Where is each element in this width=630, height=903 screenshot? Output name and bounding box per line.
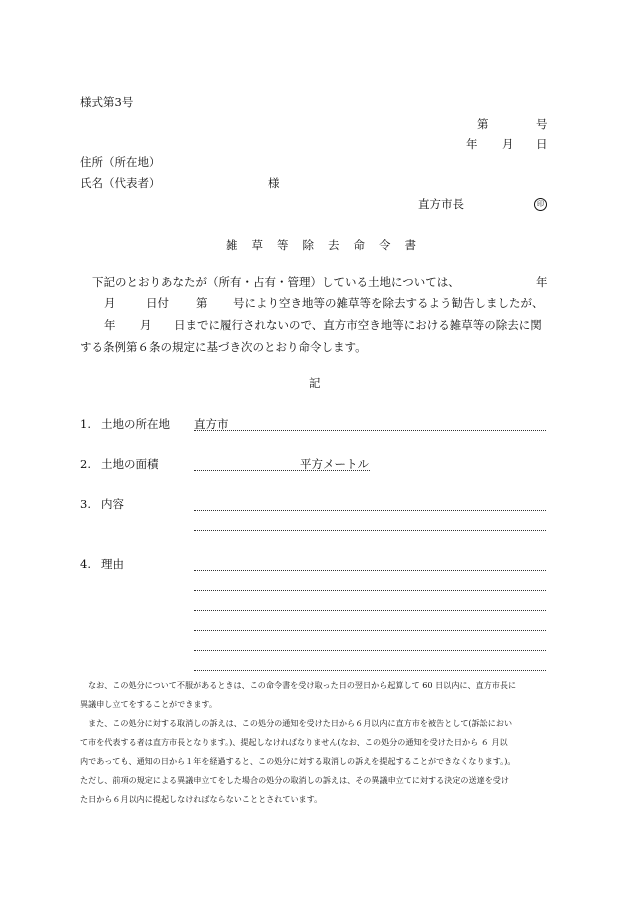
form-number: 様式第3号 bbox=[80, 95, 134, 109]
item-1-value: 直方市 bbox=[194, 417, 229, 431]
title-char: 命 bbox=[353, 238, 365, 252]
item-4-fill-line bbox=[194, 570, 546, 571]
title-char: 草 bbox=[251, 238, 263, 252]
note-line-4: て市を代表する者は直方市長となります。)、提起しなければなりません(なお、この処分の通知を受けた日から ６ 月以 bbox=[80, 737, 508, 747]
item-2-label: 土地の面積 bbox=[101, 457, 159, 471]
body-line-3-rest: 日までに履行されないので、直方市空き地等における雑草等の除去に関 bbox=[174, 318, 542, 332]
title-char: 等 bbox=[277, 238, 289, 252]
note-line-5: 内であっても、通知の日から１年を経過すると、この処分に対する取消しの訴えを提起することができなくなります。)。 bbox=[80, 756, 516, 766]
date-day: 日 bbox=[536, 137, 548, 151]
body-line-2-dai: 第 bbox=[196, 296, 208, 310]
item-3-label: 内容 bbox=[101, 497, 124, 511]
item-4-fill-line bbox=[194, 590, 546, 591]
body-line-2-rest: 号により空き地等の雑草等を除去するよう勧告しましたが、 bbox=[233, 296, 544, 310]
item-4-fill-line bbox=[194, 670, 546, 671]
title-char: 除 bbox=[302, 238, 314, 252]
honorific-sama: 様 bbox=[268, 176, 280, 190]
item-1-number: 1. bbox=[80, 417, 91, 431]
note-line-2: 異議申し立てをすることができます。 bbox=[80, 699, 217, 709]
item-4-label: 理由 bbox=[101, 557, 124, 571]
issuer-title: 直方市長 bbox=[418, 197, 464, 211]
item-2-fill-line bbox=[194, 470, 370, 471]
document-title bbox=[226, 240, 416, 252]
ki-heading: 記 bbox=[309, 376, 321, 390]
note-line-7: た日から６月以内に提起しなければならないこととされています。 bbox=[80, 794, 323, 804]
note-line-6: ただし、前項の規定による異議申立てをした場合の処分の取消しの訴えは、その異議申立てに対する決定の送達を受け bbox=[80, 775, 509, 785]
seal-mark bbox=[534, 198, 547, 211]
note-line-1: なお、この処分について不服があるときは、この命令書を受け取った日の翌日から起算して 60 日以内に、直方市長に bbox=[88, 680, 517, 690]
date-year: 年 bbox=[466, 137, 478, 151]
item-4-number: 4. bbox=[80, 557, 91, 571]
item-3-fill-line bbox=[194, 510, 546, 511]
item-1-label: 土地の所在地 bbox=[101, 417, 170, 431]
body-line-4: する条例第６条の規定に基づき次のとおり命令します。 bbox=[80, 340, 367, 354]
body-line-3-month: 月 bbox=[140, 318, 152, 332]
body-line-1-year: 年 bbox=[536, 275, 548, 289]
seal-icon: 印 bbox=[534, 198, 547, 211]
item-2-unit: 平方メートル bbox=[300, 457, 369, 471]
body-line-3-year: 年 bbox=[104, 318, 116, 332]
body-line-2-date: 日付 bbox=[146, 296, 169, 310]
address-label: 住所（所在地） bbox=[80, 155, 161, 169]
item-4-fill-line bbox=[194, 610, 546, 611]
title-char: 去 bbox=[328, 238, 340, 252]
body-line-2-month: 月 bbox=[104, 296, 116, 310]
doc-number-go: 号 bbox=[536, 117, 548, 131]
item-4-fill-line bbox=[194, 630, 546, 631]
item-1-fill-line bbox=[194, 430, 546, 431]
title-char: 令 bbox=[379, 238, 391, 252]
item-3-fill-line bbox=[194, 530, 546, 531]
item-3-number: 3. bbox=[80, 497, 91, 511]
date-month: 月 bbox=[502, 137, 514, 151]
body-line-1: 下記のとおりあなたが（所有・占有・管理）している土地については、 bbox=[92, 275, 460, 289]
doc-number-dai: 第 bbox=[477, 117, 489, 131]
item-4-fill-line bbox=[194, 650, 546, 651]
title-char: 雑 bbox=[226, 238, 238, 252]
note-line-3: また、この処分に対する取消しの訴えは、この処分の通知を受けた日から６月以内に直方市を被告として(訴訟におい bbox=[88, 718, 513, 728]
title-char: 書 bbox=[404, 238, 416, 252]
name-label: 氏名（代表者） bbox=[80, 176, 161, 190]
item-2-number: 2. bbox=[80, 457, 91, 471]
